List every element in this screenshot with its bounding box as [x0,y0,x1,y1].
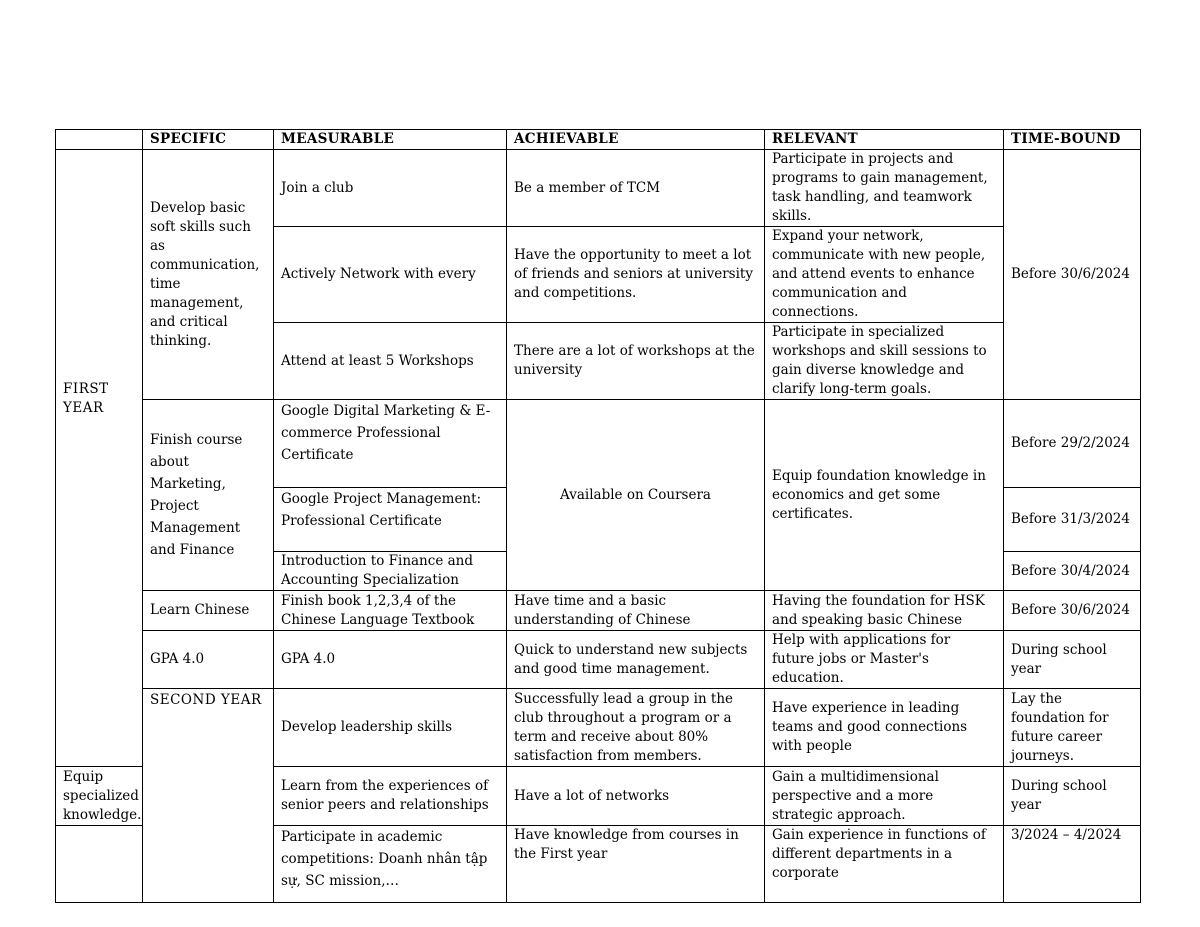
relevant-cell: Gain a multidimensional perspective and a more strategic approach. [765,767,1004,826]
achievable-cell: Have a lot of networks [507,767,765,826]
time-bound-cell: Before 30/6/2024 [1004,591,1141,631]
time-bound-cell: During school year [1004,631,1141,689]
header-specific: SPECIFIC [143,130,274,150]
header-relevant: RELEVANT [765,130,1004,150]
measurable-cell: Introduction to Finance and Accounting Specialization [274,552,507,591]
time-bound-cell: Before 30/4/2024 [1004,552,1141,591]
achievable-cell: There are a lot of workshops at the university [507,323,765,400]
time-bound-cell: Before 29/2/2024 [1004,400,1141,488]
measurable-cell: Google Digital Marketing & E-commerce Professional Certificate [274,400,507,488]
time-bound-cell: Before 31/3/2024 [1004,488,1141,552]
measurable-cell: Attend at least 5 Workshops [274,323,507,400]
table-row [56,400,1141,488]
specific-cell: Learn Chinese [143,591,274,631]
measurable-cell: Successfully lead a group in the club throughout a program or a term and receive about 80% satisfaction from members. [507,689,765,767]
table-row [56,689,1141,767]
relevant-cell: Gain experience in functions of different departments in a corporate [765,826,1004,903]
measurable-cell: Participate in academic competitions: Doanh nhân tập sự, SC mission,… [274,826,507,903]
time-bound-cell: During school year [1004,767,1141,826]
specific-cell: GPA 4.0 [143,631,274,689]
relevant-cell: Equip foundation knowledge in economics and get some certificates. [765,400,1004,591]
relevant-cell: Having the foundation for HSK and speaking basic Chinese [765,591,1004,631]
header-row [56,130,1141,150]
header-achievable: ACHIEVABLE [507,130,765,150]
table-row [56,631,1141,689]
specific-cell: Equip specialized knowledge. [56,767,143,826]
relevant-cell: Help with applications for future jobs or Master's education. [765,631,1004,689]
measurable-cell: Google Project Management: Professional Certificate [274,488,507,552]
achievable-cell: Have experience in leading teams and good connections with people [765,689,1004,767]
measurable-cell: GPA 4.0 [274,631,507,689]
achievable-cell: Be a member of TCM [507,150,765,227]
year-label-first: FIRST YEAR [56,150,143,767]
relevant-cell: Expand your network, communicate with new people, and attend events to enhance communication and connections. [765,227,1004,323]
measurable-cell: Finish book 1,2,3,4 of the Chinese Language Textbook [274,591,507,631]
time-bound-cell: 3/2024 – 4/2024 [1004,826,1141,903]
specific-cell: Develop leadership skills [274,689,507,767]
specific-cell [56,826,143,903]
measurable-cell: Join a club [274,150,507,227]
year-label-second: SECOND YEAR [143,689,274,903]
relevant-cell: Participate in projects and programs to gain management, task handling, and teamwork skills. [765,150,1004,227]
achievable-cell: Have knowledge from courses in the First year [507,826,765,903]
achievable-cell: Available on Coursera [507,400,765,591]
time-bound-cell: Before 30/6/2024 [1004,150,1141,400]
header-cell-empty [56,130,143,150]
header-time-bound: TIME-BOUND [1004,130,1141,150]
measurable-cell: Learn from the experiences of senior peers and relationships [274,767,507,826]
header-measurable: MEASURABLE [274,130,507,150]
relevant-cell: Participate in specialized workshops and skill sessions to gain diverse knowledge and clarify long-term goals. [765,323,1004,400]
table-row [56,591,1141,631]
specific-cell: Develop basic soft skills such as communication, time management, and critical thinking. [143,150,274,400]
relevant-cell: Lay the foundation for future career journeys. [1004,689,1141,767]
achievable-cell: Have the opportunity to meet a lot of friends and seniors at university and competitions. [507,227,765,323]
smart-goals-table [55,129,1141,903]
table-row [56,150,1141,227]
achievable-cell: Quick to understand new subjects and good time management. [507,631,765,689]
measurable-cell: Actively Network with every [274,227,507,323]
specific-cell: Finish course about Marketing, Project Management and Finance [143,400,274,591]
achievable-cell: Have time and a basic understanding of Chinese [507,591,765,631]
